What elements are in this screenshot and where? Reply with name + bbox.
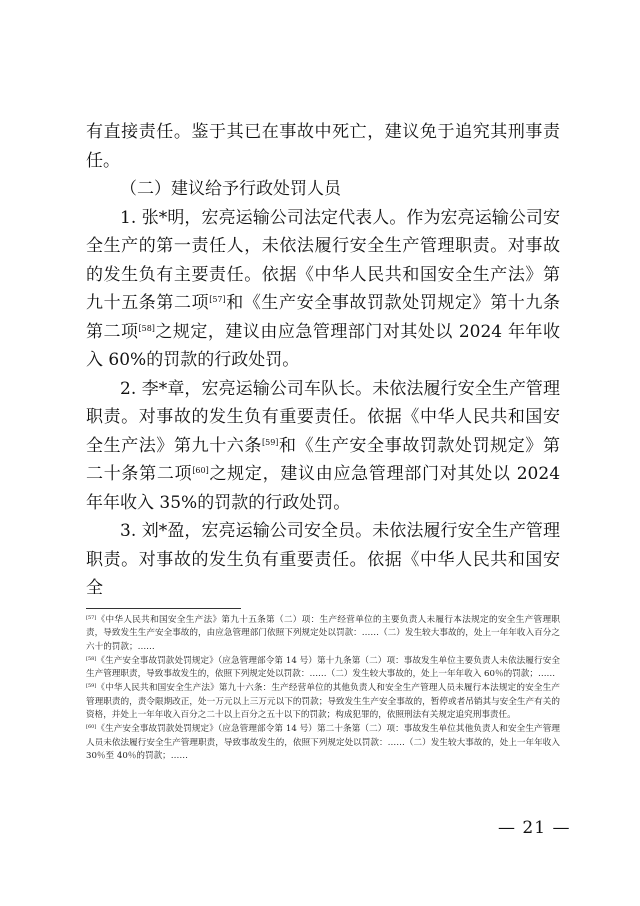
item2-text-b: 和《生产安全事故罚款处罚规定》第二十条第二项 <box>86 435 561 484</box>
footnote-59-marker: [59] <box>86 683 97 690</box>
item1-text-b: 和《生产安全事故罚款处罚规定》第十九条第二项 <box>86 293 561 342</box>
footnote-ref-60[interactable]: [60] <box>192 466 209 475</box>
item2-text-a: 2. 李*章，宏亮运输公司车队长。未依法履行安全生产管理职责。对事故的发生负有重要责任。依据《中华人民共和国安全生产法》第九十六条 <box>86 378 560 456</box>
footnote-58-text: 《生产安全事故罚款处罚规定》（应急管理部令第 14 号）第十九条第（二）项：事故发生单位主要负责人未依法履行安全生产管理职责，导致事故发生的，依照下列规定处以罚款：……（二）发生较大事故的，处上一年年收入 60％的罚款；…… <box>86 655 560 680</box>
footnote-60 <box>86 723 560 763</box>
footnote-57-text: 《中华人民共和国安全生产法》第九十五条第（二）项：生产经营单位的主要负责人未履行本法规定的安全生产管理职责，导致发生生产安全事故的，由应急管理部门依照下列规定处以罚款：……（二）发生较大事故的，处上一年年收入百分之六十的罚款；…… <box>86 615 560 652</box>
item2-text-c: 之规定，建议由应急管理部门对其处以 2024 年年收入 35%的罚款的行政处罚。 <box>86 464 561 513</box>
body-text <box>86 118 560 603</box>
item1-text-a: 1. 张*明，宏亮运输公司法定代表人。作为宏亮运输公司安全生产的第一责任人，未依法履行安全生产管理职责。对事故的发生负有主要责任。依据《中华人民共和国安全生产法》第九十五条第二项 <box>86 207 560 313</box>
footnotes-section <box>86 614 560 764</box>
paragraph-item-3 <box>86 517 560 603</box>
footnote-57 <box>86 614 560 654</box>
footnote-59-text: 《中华人民共和国安全生产法》第九十六条：生产经营单位的其他负责人和安全生产管理人员未履行本法规定的安全生产管理职责的，责令限期改正，处一万元以上三万元以下的罚款；导致发生生产安全事故的，暂停或者吊销其与安全生产有关的资格，并处上一年年收入百分之二十以上百分之五十以下的罚款；构成犯罪的，依照刑法有关规定追究刑事责任。 <box>86 683 560 721</box>
paragraph-item-2 <box>86 375 560 518</box>
item1-text-c: 之规定，建议由应急管理部门对其处以 2024 年年收入 60%的罚款的行政处罚。 <box>86 321 560 370</box>
continuation-paragraph: 有直接责任。鉴于其已在事故中死亡，建议免于追究其刑事责任。 <box>86 122 560 171</box>
footnote-divider <box>86 608 241 609</box>
footnote-58-marker: [58] <box>86 655 97 662</box>
footnote-60-marker: [60] <box>86 724 97 731</box>
footnote-57-marker: [57] <box>86 615 97 621</box>
footnote-ref-58[interactable]: [58] <box>138 323 155 333</box>
section-heading: （二）建议给予行政处罚人员 <box>120 179 341 199</box>
item3-text-a: 3. 刘*盈，宏亮运输公司安全员。未依法履行安全生产管理职责。对事故的发生负有重要责任。依据《中华人民共和国安全 <box>86 521 560 598</box>
page-number: — 21 — <box>498 818 571 838</box>
footnote-ref-59[interactable]: [59] <box>262 437 279 447</box>
paragraph-item-1 <box>86 204 560 375</box>
footnote-60-text: 《生产安全事故罚款处罚规定》（应急管理部令第 14 号）第二十条第（二）项：事故发生单位其他负责人和安全生产管理人员未依法履行安全生产管理职责，导致事故发生的，依照下列规定处以罚款：……（二）发生较大事故的，处上一年年收入 30％至 40％的罚款；…… <box>86 724 560 761</box>
footnote-58 <box>86 655 560 682</box>
footnote-59 <box>86 682 560 722</box>
footnote-ref-57[interactable]: [57] <box>209 295 226 304</box>
